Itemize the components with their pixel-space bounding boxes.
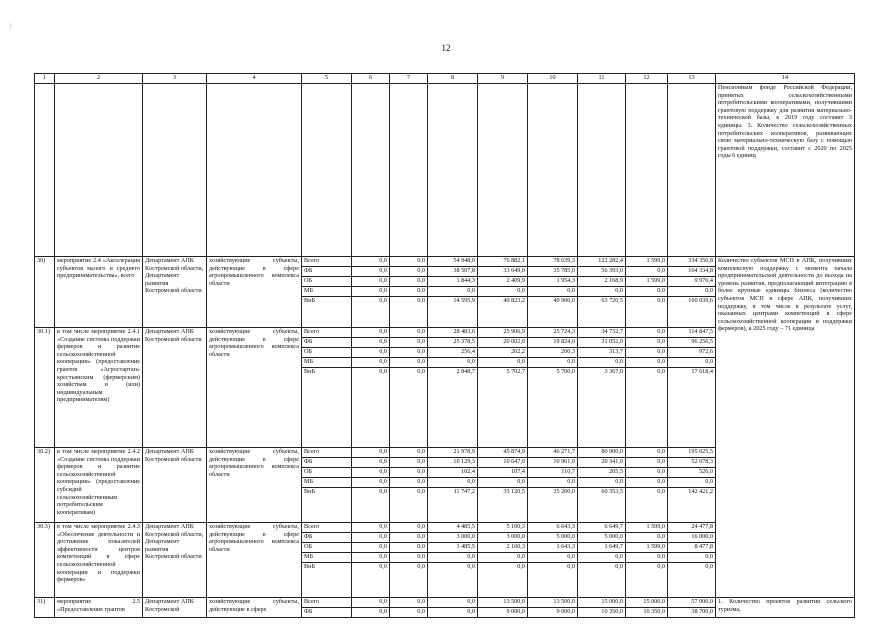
value-cell: 0,0	[352, 257, 390, 267]
value-cell: 10 350,0	[626, 608, 668, 618]
target-group: хозяйствующие субъекты, действующие в сфере агропромышленного комплекса области	[207, 328, 302, 448]
funding-source: Всего	[302, 598, 352, 608]
value-cell: 0,0	[626, 338, 668, 348]
value-cell: 15 000,0	[578, 598, 626, 608]
value-cell: 0,0	[352, 488, 390, 523]
target-group: хозяйствующие субъекты, действующие в сфере	[207, 598, 302, 618]
value-cell: 0,0	[352, 368, 390, 448]
value-cell: 0,0	[478, 563, 528, 598]
value-cell: 25 906,9	[478, 328, 528, 338]
value-cell: 10 129,3	[428, 458, 478, 468]
value-cell: 0,0	[352, 553, 390, 563]
value-cell: 0,0	[352, 448, 390, 458]
table-row	[35, 598, 855, 608]
value-cell: 78 639,3	[528, 257, 578, 267]
value-cell: 0,0	[390, 543, 428, 553]
value-cell: 0,0	[352, 543, 390, 553]
value-cell: 9 976,4	[668, 277, 716, 287]
value-cell: 57 000,0	[668, 598, 716, 608]
row-id: 30.3)	[35, 523, 55, 598]
value-cell: 2 848,7	[428, 368, 478, 448]
value-cell: 202,2	[478, 348, 528, 358]
value-cell: 56 393,0	[578, 267, 626, 277]
value-cell: 34 732,7	[578, 328, 626, 338]
value-cell: 0,0	[428, 598, 478, 608]
value-cell: 63 720,5	[578, 297, 626, 328]
value-cell: 11 747,2	[428, 488, 478, 523]
value-cell: 0,0	[352, 358, 390, 368]
value-cell: 205,5	[578, 468, 626, 478]
value-cell: 0,0	[390, 488, 428, 523]
header-col-2: 2	[55, 74, 143, 84]
value-cell: 0,0	[478, 287, 528, 297]
value-cell: 0,0	[626, 533, 668, 543]
value-cell: 0,0	[578, 563, 626, 598]
funding-source: Всего	[302, 257, 352, 267]
value-cell: 28 483,6	[428, 328, 478, 338]
value-cell: 0,0	[428, 553, 478, 563]
funding-source: Всего	[302, 523, 352, 533]
value-cell: 334 350,8	[668, 257, 716, 267]
value-cell: 0,0	[390, 598, 428, 608]
funding-source: Всего	[302, 448, 352, 458]
value-cell: 45 874,9	[478, 448, 528, 458]
value-cell: 33 649,0	[478, 267, 528, 277]
value-cell: 25 378,5	[428, 338, 478, 348]
value-cell: 2 100,3	[478, 543, 528, 553]
value-cell: 142 421,2	[668, 488, 716, 523]
value-cell: 35 200,0	[528, 488, 578, 523]
funding-source: ОБ	[302, 277, 352, 287]
funding-source: ФБ	[302, 608, 352, 618]
value-cell: 10 350,0	[578, 608, 626, 618]
value-cell: 0,0	[352, 287, 390, 297]
value-cell: 0,0	[626, 297, 668, 328]
value-cell: 20 002,0	[478, 338, 528, 348]
funding-source: ОБ	[302, 348, 352, 358]
target-group: хозяйствующие субъекты, действующие в сфере агропромышленного комплекса области	[207, 523, 302, 598]
value-cell: 17 618,4	[668, 368, 716, 448]
value-cell: 0,0	[578, 478, 626, 488]
funding-source: ФБ	[302, 338, 352, 348]
value-cell: 0,0	[578, 287, 626, 297]
continuation-row	[35, 84, 855, 257]
header-col-10: 10	[528, 74, 578, 84]
funding-source: ФБ	[302, 533, 352, 543]
value-cell: 0,0	[390, 533, 428, 543]
funding-source: МБ	[302, 478, 352, 488]
value-cell: 0,0	[352, 297, 390, 328]
value-cell: 0,0	[390, 277, 428, 287]
header-col-1: 1	[35, 74, 55, 84]
value-cell: 35 120,5	[478, 488, 528, 523]
value-cell: 3 000,0	[428, 533, 478, 543]
value-cell: 5 700,0	[528, 368, 578, 448]
value-cell: 0,0	[626, 553, 668, 563]
header-col-12: 12	[626, 74, 668, 84]
value-cell: 1 599,0	[626, 257, 668, 267]
value-cell: 0,0	[390, 563, 428, 598]
value-cell: 0,0	[390, 523, 428, 533]
value-cell: 972,6	[668, 348, 716, 358]
value-cell: 9 000,0	[528, 608, 578, 618]
value-cell: 164 334,8	[668, 267, 716, 277]
value-cell: 0,0	[428, 478, 478, 488]
funding-source: Всего	[302, 328, 352, 338]
measure-name: мероприятие 2.4 «Акселерация субъектов малого и среднего предпринимательства», всего	[55, 257, 143, 328]
value-cell: 0,0	[352, 608, 390, 618]
value-cell: 0,0	[626, 348, 668, 358]
value-cell: 0,0	[390, 478, 428, 488]
value-cell: 5 000,0	[528, 533, 578, 543]
value-cell: 0,0	[626, 563, 668, 598]
value-cell: 2 168,9	[578, 277, 626, 287]
value-cell: 0,0	[352, 267, 390, 277]
results-text-middle: Количество субъектов МСП в АПК, получивших комплексную поддержку с момента начала предпринимательской деятельности до выхода на уровень развития, предполагающий интеграцию в более крупные единицы бизнеса (количество субъектов МСП в сфере АПК, получивших поддержку, в том числе в результате услуг, оказанных центрами компетенций в сфере сельскохозяйственной кооперации и поддержки фермеров), к 2025 году – 71 единица	[716, 257, 855, 598]
header-col-6: 6	[352, 74, 390, 84]
header-col-11: 11	[578, 74, 626, 84]
value-cell: 0,0	[352, 523, 390, 533]
value-cell: 4 485,5	[428, 523, 478, 533]
value-cell: 0,0	[390, 287, 428, 297]
value-cell: 0,0	[668, 358, 716, 368]
value-cell: 0,0	[478, 553, 528, 563]
value-cell: 20 341,0	[578, 458, 626, 468]
value-cell: 35 785,0	[528, 267, 578, 277]
funding-source: ФБ	[302, 267, 352, 277]
row-id: 30)	[35, 257, 55, 328]
value-cell: 60 353,5	[578, 488, 626, 523]
executor: Департамент АПК Костромской области	[143, 448, 207, 523]
measure-name: мероприятие 2.5 «Предоставление грантов	[55, 598, 143, 618]
value-cell: 25 724,3	[528, 328, 578, 338]
funding-source: ФБ	[302, 458, 352, 468]
value-cell: 0,0	[390, 297, 428, 328]
value-cell: 0,0	[352, 598, 390, 608]
value-cell: 102,4	[428, 468, 478, 478]
value-cell: 0,0	[428, 287, 478, 297]
value-cell: 16 000,0	[668, 533, 716, 543]
value-cell: 0,0	[352, 458, 390, 468]
value-cell: 54 948,0	[428, 257, 478, 267]
value-cell: 40 900,0	[528, 297, 578, 328]
header-col-5: 5	[302, 74, 352, 84]
value-cell: 114 847,5	[668, 328, 716, 338]
table-row	[35, 257, 855, 267]
value-cell: 0,0	[528, 287, 578, 297]
results-text-top: Пенсионным фонде Российской Федерации, принятых сельскохозяйственными потребительскими кооперативами, получившими грантовую поддержку для развития материально-технической базы, к 2019 году составит 3 единицы. 3. Количество сельскохозяйственных потребительских кооперативов, развивающих свою материально-техническую базу с помощью грантовой поддержки, составит с 2020 по 2025 годы 6 единиц	[716, 84, 855, 257]
value-cell: 21 978,9	[428, 448, 478, 458]
value-cell: 0,0	[478, 358, 528, 368]
value-cell: 3 000,0	[478, 533, 528, 543]
value-cell: 313,7	[578, 348, 626, 358]
row-id: 31)	[35, 598, 55, 618]
value-cell: 0,0	[626, 328, 668, 338]
value-cell: 0,0	[352, 328, 390, 338]
measure-name: в том числе мероприятие 2.4.2 «Создание системы поддержки фермеров и развитие сельскохозяйственной кооперации» (предоставление субсидий сельскохозяйственным потребительским кооперативам)	[55, 448, 143, 523]
value-cell: 13 500,0	[478, 598, 528, 608]
funding-source: МБ	[302, 358, 352, 368]
funding-source: МБ	[302, 287, 352, 297]
value-cell: 195 025,5	[668, 448, 716, 458]
value-cell: 19 824,0	[528, 338, 578, 348]
value-cell: 1 599,0	[626, 523, 668, 533]
funding-source: ВнБ	[302, 563, 352, 598]
value-cell: 0,0	[528, 358, 578, 368]
header-col-9: 9	[478, 74, 528, 84]
value-cell: 52 078,3	[668, 458, 716, 468]
value-cell: 0,0	[478, 478, 528, 488]
value-cell: 0,0	[390, 267, 428, 277]
value-cell: 0,0	[352, 277, 390, 287]
value-cell: 5 000,0	[578, 533, 626, 543]
value-cell: 0,0	[390, 358, 428, 368]
value-cell: 0,0	[626, 458, 668, 468]
value-cell: 1 599,0	[626, 543, 668, 553]
value-cell: 0,0	[578, 553, 626, 563]
value-cell: 96 256,5	[668, 338, 716, 348]
header-col-4: 4	[207, 74, 302, 84]
value-cell: 24 477,8	[668, 523, 716, 533]
value-cell: 3 367,0	[578, 368, 626, 448]
value-cell: 1 954,3	[528, 277, 578, 287]
value-cell: 9 000,0	[478, 608, 528, 618]
header-col-8: 8	[428, 74, 478, 84]
results-text-bottom: 1. Количество проектов развития сельского туризма,	[716, 598, 855, 618]
value-cell: 1 485,5	[428, 543, 478, 553]
value-cell: 0,0	[352, 563, 390, 598]
value-cell: 0,0	[390, 608, 428, 618]
value-cell: 0,0	[390, 448, 428, 458]
value-cell: 46 271,7	[528, 448, 578, 458]
value-cell: 1 649,7	[578, 543, 626, 553]
value-cell: 0,0	[626, 267, 668, 277]
value-cell: 0,0	[428, 358, 478, 368]
value-cell: 0,0	[626, 448, 668, 458]
value-cell: 0,0	[390, 458, 428, 468]
value-cell: 0,0	[352, 533, 390, 543]
value-cell: 0,0	[626, 287, 668, 297]
executor: Департамент АПК Костромской	[143, 598, 207, 618]
header-col-7: 7	[390, 74, 428, 84]
value-cell: 0,0	[668, 563, 716, 598]
value-cell: 38 700,0	[668, 608, 716, 618]
value-cell: 0,0	[626, 358, 668, 368]
value-cell: 15 000,0	[626, 598, 668, 608]
value-cell: 0,0	[390, 553, 428, 563]
funding-source: ВнБ	[302, 488, 352, 523]
corner-mark: |	[10, 22, 12, 30]
value-cell: 0,0	[352, 468, 390, 478]
funding-source: ОБ	[302, 468, 352, 478]
funding-source: ВнБ	[302, 297, 352, 328]
funding-source: ВнБ	[302, 368, 352, 448]
value-cell: 0,0	[528, 478, 578, 488]
row-id: 30.1)	[35, 328, 55, 448]
program-table	[34, 73, 855, 618]
value-cell: 6 649,7	[578, 523, 626, 533]
value-cell: 256,4	[428, 348, 478, 358]
value-cell: 0,0	[528, 563, 578, 598]
value-cell: 0,0	[352, 348, 390, 358]
value-cell: 0,0	[626, 478, 668, 488]
value-cell: 0,0	[390, 468, 428, 478]
target-group: хозяйствующие субъекты, действующие в сфере агропромышленного комплекса области	[207, 257, 302, 328]
value-cell: 0,0	[390, 328, 428, 338]
value-cell: 0,0	[668, 478, 716, 488]
funding-source: МБ	[302, 553, 352, 563]
value-cell: 8 477,8	[668, 543, 716, 553]
page-number: 12	[441, 43, 451, 53]
value-cell: 0,0	[390, 257, 428, 267]
header-col-13: 13	[668, 74, 716, 84]
value-cell: 40 823,2	[478, 297, 528, 328]
value-cell: 0,0	[528, 553, 578, 563]
executor: Департамент АПК Костромской области	[143, 328, 207, 448]
value-cell: 0,0	[626, 368, 668, 448]
value-cell: 10 647,0	[478, 458, 528, 468]
value-cell: 1 643,3	[528, 543, 578, 553]
value-cell: 76 882,1	[478, 257, 528, 267]
value-cell: 2 409,9	[478, 277, 528, 287]
value-cell: 200,3	[528, 348, 578, 358]
measure-name: в том числе мероприятие 2.4.1 «Создание системы поддержки фермеров и развитие сельскохозяйственной кооперации» (предоставление грантов «Агростартап» крестьянским (фермерским) хозяйствам и (или) индивидуальным предпринимателям)	[55, 328, 143, 448]
value-cell: 0,0	[390, 368, 428, 448]
value-cell: 0,0	[668, 287, 716, 297]
value-cell: 122 282,4	[578, 257, 626, 267]
value-cell: 5 702,7	[478, 368, 528, 448]
value-cell: 0,0	[626, 468, 668, 478]
value-cell: 1 844,3	[428, 277, 478, 287]
funding-source: ОБ	[302, 543, 352, 553]
value-cell: 31 052,0	[578, 338, 626, 348]
value-cell: 0,0	[668, 553, 716, 563]
value-cell: 6 643,3	[528, 523, 578, 533]
value-cell: 0,0	[352, 478, 390, 488]
value-cell: 107,4	[478, 468, 528, 478]
value-cell: 0,0	[578, 358, 626, 368]
value-cell: 0,0	[428, 608, 478, 618]
header-col-3: 3	[143, 74, 207, 84]
value-cell: 0,0	[352, 338, 390, 348]
header-col-14: 14	[716, 74, 855, 84]
executor: Департамент АПК Костромской области, Департамент развития Костромской области	[143, 523, 207, 598]
value-cell: 0,0	[428, 563, 478, 598]
value-cell: 0,0	[390, 338, 428, 348]
value-cell: 1 599,0	[626, 277, 668, 287]
value-cell: 38 507,8	[428, 267, 478, 277]
value-cell: 5 100,3	[478, 523, 528, 533]
value-cell: 526,0	[668, 468, 716, 478]
header-row	[35, 74, 855, 84]
value-cell: 80 900,0	[578, 448, 626, 458]
value-cell: 10 961,0	[528, 458, 578, 468]
row-id: 30.2)	[35, 448, 55, 523]
value-cell: 160 039,6	[668, 297, 716, 328]
value-cell: 110,7	[528, 468, 578, 478]
executor: Департамент АПК Костромской области, Департамент развития Костромской области	[143, 257, 207, 328]
measure-name: в том числе мероприятие 2.4.3 «Обеспечение деятельности и достижение показателей эффективности центров компетенций в сфере сельскохозяйственной кооперации и поддержки фермеров»	[55, 523, 143, 598]
value-cell: 14 595,9	[428, 297, 478, 328]
value-cell: 0,0	[390, 348, 428, 358]
target-group: хозяйствующие субъекты, действующие в сфере агропромышленного комплекса области	[207, 448, 302, 523]
value-cell: 13 500,0	[528, 598, 578, 608]
value-cell: 0,0	[626, 488, 668, 523]
